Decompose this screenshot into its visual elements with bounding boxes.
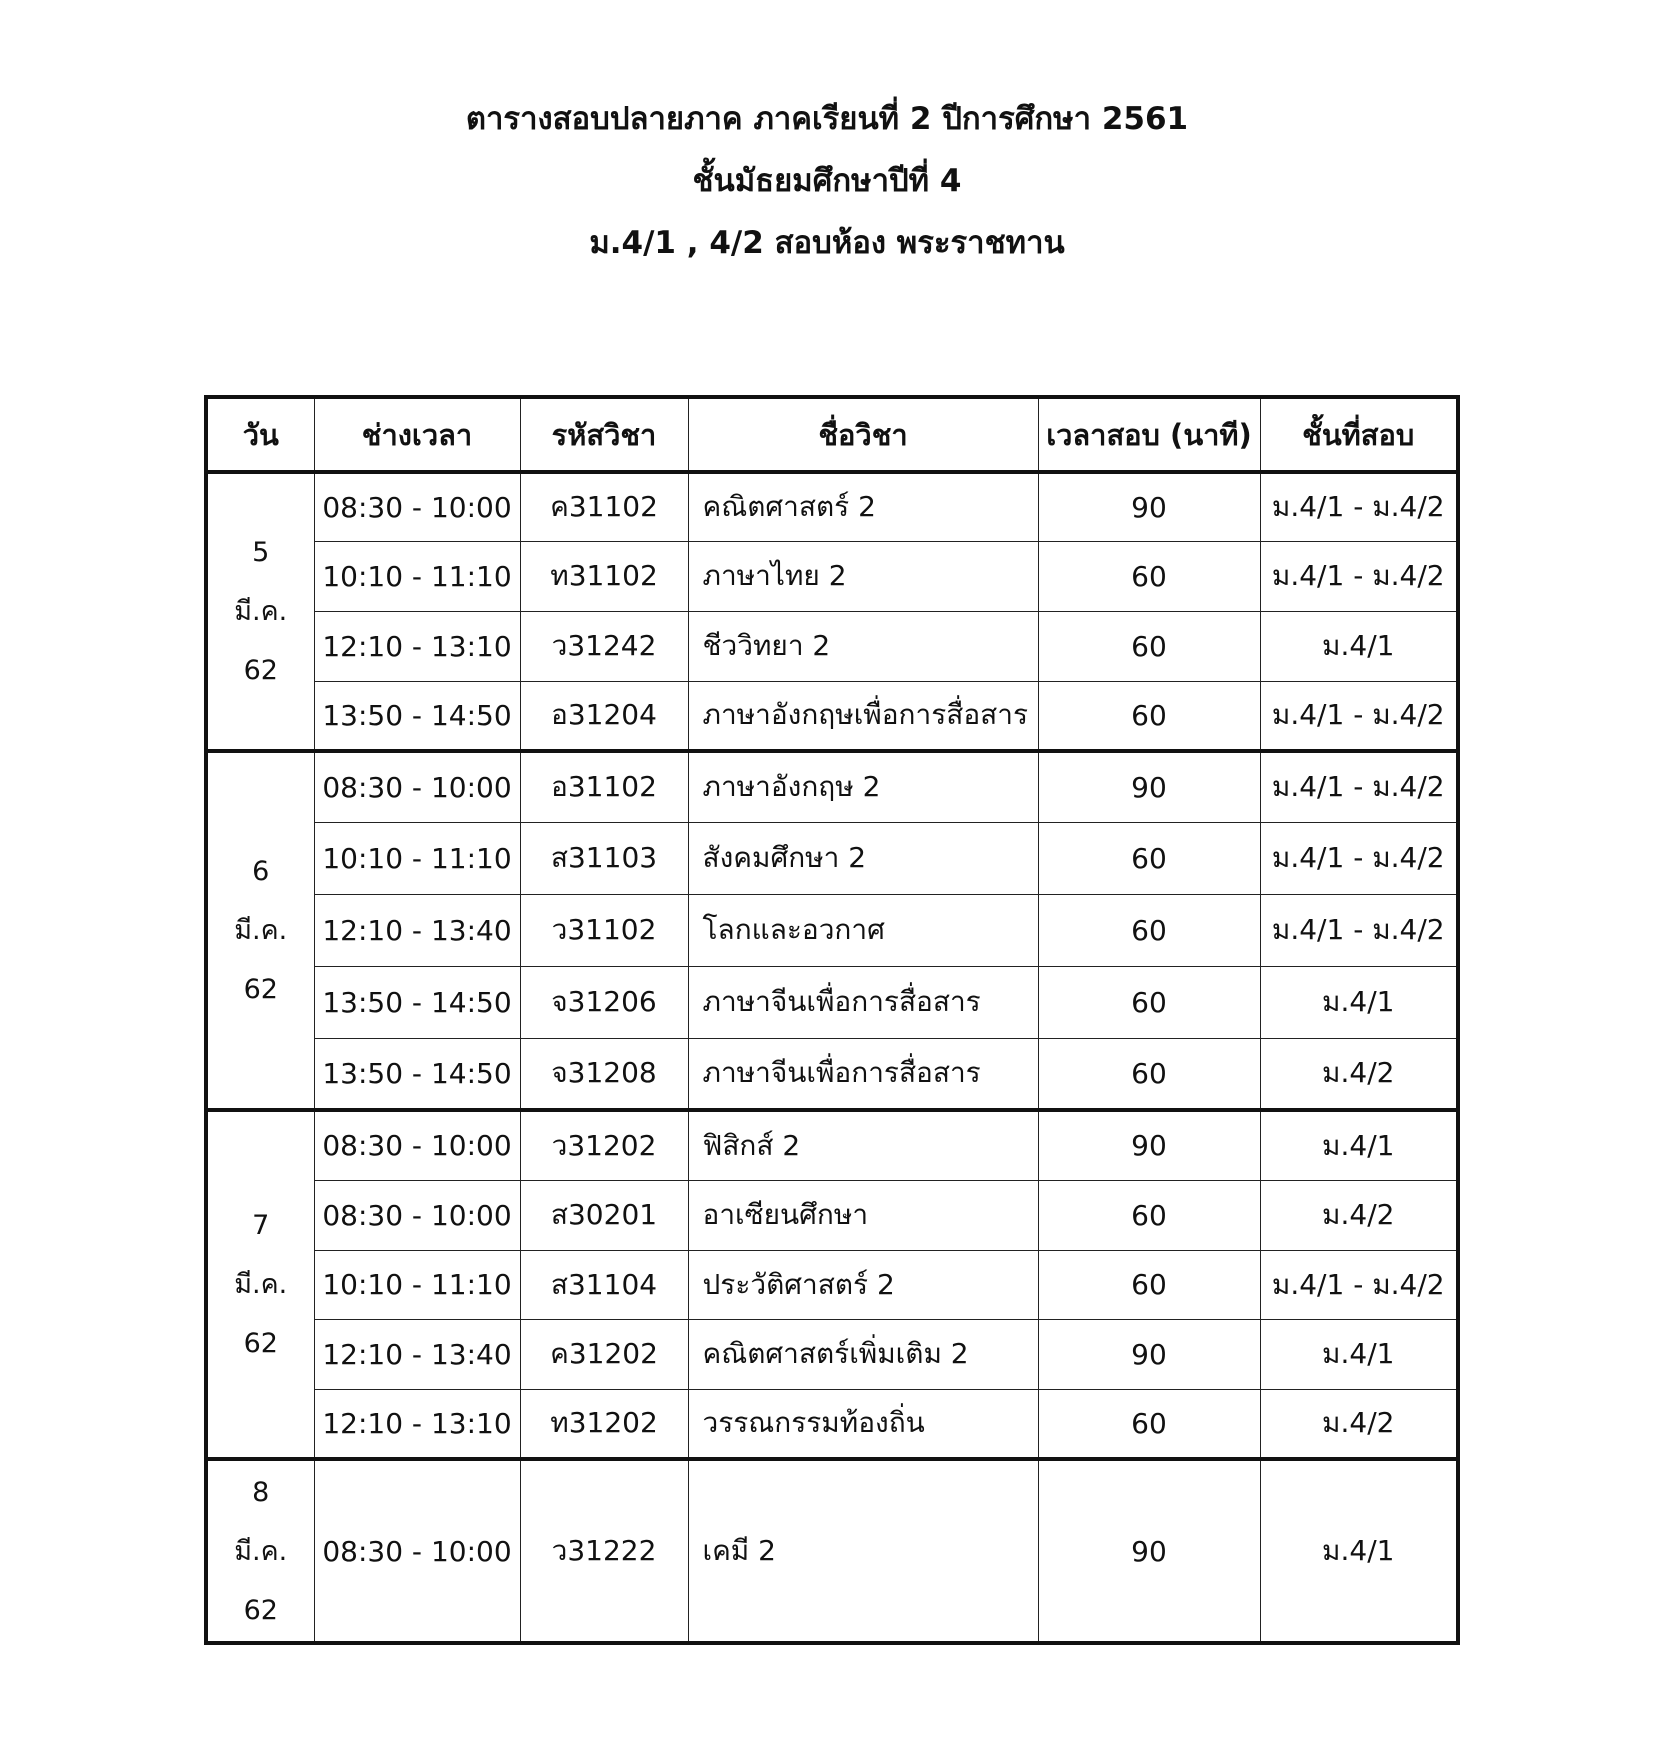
subject-cell: ภาษาอังกฤษเพื่อการสื่อสาร <box>688 681 1038 751</box>
class-cell: ม.4/1 <box>1260 611 1458 681</box>
class-cell: ม.4/1 - ม.4/2 <box>1260 541 1458 611</box>
column-header-subject: ชื่อวิชา <box>688 397 1038 472</box>
subject-cell: ภาษาจีนเพื่อการสื่อสาร <box>688 966 1038 1038</box>
code-cell: ว31102 <box>520 894 688 966</box>
table-row <box>206 894 1458 966</box>
time-cell: 08:30 - 10:00 <box>314 751 520 822</box>
column-header-minutes: เวลาสอบ (นาที) <box>1038 397 1260 472</box>
time-cell: 13:50 - 14:50 <box>314 966 520 1038</box>
day-cell-line: 62 <box>243 655 278 686</box>
class-cell: ม.4/1 - ม.4/2 <box>1260 472 1458 541</box>
subject-cell: คณิตศาสตร์เพิ่มเติม 2 <box>688 1319 1038 1389</box>
time-cell: 13:50 - 14:50 <box>314 681 520 751</box>
subject-cell: ภาษาจีนเพื่อการสื่อสาร <box>688 1038 1038 1110</box>
minutes-cell: 60 <box>1038 1250 1260 1319</box>
minutes-cell: 90 <box>1038 1110 1260 1180</box>
subject-cell: วรรณกรรมท้องถิ่น <box>688 1389 1038 1459</box>
table-row <box>206 1319 1458 1389</box>
table-row <box>206 822 1458 894</box>
code-cell: ส30201 <box>520 1180 688 1250</box>
day-group <box>206 1110 1458 1459</box>
class-cell: ม.4/2 <box>1260 1038 1458 1110</box>
page-subtitle-room: ม.4/1 , 4/2 สอบห้อง พระราชทาน <box>589 225 1065 261</box>
day-group <box>206 472 1458 751</box>
document-header <box>0 88 1654 274</box>
table-row <box>206 751 1458 822</box>
day-group <box>206 1459 1458 1643</box>
column-header-code: รหัสวิชา <box>520 397 688 472</box>
time-cell: 12:10 - 13:10 <box>314 1389 520 1459</box>
code-cell: ค31202 <box>520 1319 688 1389</box>
minutes-cell: 60 <box>1038 1038 1260 1110</box>
table-row <box>206 541 1458 611</box>
minutes-cell: 60 <box>1038 966 1260 1038</box>
subject-cell: เคมี 2 <box>688 1459 1038 1643</box>
minutes-cell: 90 <box>1038 472 1260 541</box>
class-cell: ม.4/1 <box>1260 1319 1458 1389</box>
code-cell: ท31102 <box>520 541 688 611</box>
minutes-cell: 60 <box>1038 894 1260 966</box>
time-cell: 12:10 - 13:40 <box>314 1319 520 1389</box>
time-cell: 10:10 - 11:10 <box>314 1250 520 1319</box>
minutes-cell: 90 <box>1038 1319 1260 1389</box>
class-cell: ม.4/2 <box>1260 1389 1458 1459</box>
class-cell: ม.4/1 - ม.4/2 <box>1260 751 1458 822</box>
day-cell-line: 62 <box>243 974 278 1005</box>
day-cell-line: 62 <box>243 1594 278 1626</box>
day-cell-line: 5 <box>252 537 270 568</box>
day-cell-line: มี.ค. <box>234 915 288 946</box>
time-cell: 12:10 - 13:40 <box>314 894 520 966</box>
subject-cell: อาเซียนศึกษา <box>688 1180 1038 1250</box>
code-cell: ว31242 <box>520 611 688 681</box>
minutes-cell: 60 <box>1038 541 1260 611</box>
table-row <box>206 1180 1458 1250</box>
day-cell <box>206 472 314 751</box>
class-cell: ม.4/2 <box>1260 1180 1458 1250</box>
table-row <box>206 1459 1458 1643</box>
subject-cell: ชีววิทยา 2 <box>688 611 1038 681</box>
day-cell-line: 6 <box>252 856 270 887</box>
table-row <box>206 681 1458 751</box>
code-cell: อ31102 <box>520 751 688 822</box>
subject-cell: สังคมศึกษา 2 <box>688 822 1038 894</box>
time-cell: 10:10 - 11:10 <box>314 541 520 611</box>
class-cell: ม.4/1 <box>1260 1459 1458 1643</box>
table-row <box>206 966 1458 1038</box>
subject-cell: คณิตศาสตร์ 2 <box>688 472 1038 541</box>
code-cell: ส31104 <box>520 1250 688 1319</box>
day-cell-line: 8 <box>252 1476 270 1508</box>
code-cell: ส31103 <box>520 822 688 894</box>
class-cell: ม.4/1 <box>1260 1110 1458 1180</box>
column-header-day: วัน <box>206 397 314 472</box>
subject-cell: ประวัติศาสตร์ 2 <box>688 1250 1038 1319</box>
code-cell: จ31208 <box>520 1038 688 1110</box>
day-cell <box>206 751 314 1110</box>
exam-schedule-table <box>204 395 1460 1645</box>
subject-cell: ฟิสิกส์ 2 <box>688 1110 1038 1180</box>
minutes-cell: 60 <box>1038 822 1260 894</box>
minutes-cell: 60 <box>1038 681 1260 751</box>
day-cell-line: 62 <box>243 1328 278 1359</box>
day-cell-line: มี.ค. <box>234 596 288 627</box>
class-cell: ม.4/1 <box>1260 966 1458 1038</box>
day-group <box>206 751 1458 1110</box>
code-cell: ว31202 <box>520 1110 688 1180</box>
day-cell-line: 7 <box>252 1210 270 1241</box>
minutes-cell: 60 <box>1038 611 1260 681</box>
time-cell: 10:10 - 11:10 <box>314 822 520 894</box>
code-cell: ท31202 <box>520 1389 688 1459</box>
minutes-cell: 90 <box>1038 751 1260 822</box>
day-cell <box>206 1110 314 1459</box>
table-row <box>206 1389 1458 1459</box>
day-cell <box>206 1459 314 1643</box>
column-header-time: ช่างเวลา <box>314 397 520 472</box>
minutes-cell: 60 <box>1038 1389 1260 1459</box>
table-row <box>206 1038 1458 1110</box>
subject-cell: ภาษาอังกฤษ 2 <box>688 751 1038 822</box>
subject-cell: ภาษาไทย 2 <box>688 541 1038 611</box>
minutes-cell: 60 <box>1038 1180 1260 1250</box>
day-cell-line: มี.ค. <box>234 1535 288 1567</box>
time-cell: 13:50 - 14:50 <box>314 1038 520 1110</box>
time-cell: 08:30 - 10:00 <box>314 1459 520 1643</box>
subject-cell: โลกและอวกาศ <box>688 894 1038 966</box>
time-cell: 08:30 - 10:00 <box>314 1110 520 1180</box>
table-row <box>206 472 1458 541</box>
page-title: ตารางสอบปลายภาค ภาคเรียนที่ 2 ปีการศึกษา 2561 <box>465 101 1189 137</box>
page-subtitle-grade: ชั้นมัธยมศึกษาปีที่ 4 <box>692 163 962 199</box>
class-cell: ม.4/1 - ม.4/2 <box>1260 1250 1458 1319</box>
code-cell: จ31206 <box>520 966 688 1038</box>
table-header-row <box>206 397 1458 472</box>
code-cell: อ31204 <box>520 681 688 751</box>
minutes-cell: 90 <box>1038 1459 1260 1643</box>
code-cell: ว31222 <box>520 1459 688 1643</box>
time-cell: 12:10 - 13:10 <box>314 611 520 681</box>
time-cell: 08:30 - 10:00 <box>314 472 520 541</box>
code-cell: ค31102 <box>520 472 688 541</box>
table-row <box>206 611 1458 681</box>
table-row <box>206 1250 1458 1319</box>
class-cell: ม.4/1 - ม.4/2 <box>1260 822 1458 894</box>
table-row <box>206 1110 1458 1180</box>
class-cell: ม.4/1 - ม.4/2 <box>1260 894 1458 966</box>
column-header-class: ชั้นที่สอบ <box>1260 397 1458 472</box>
day-cell-line: มี.ค. <box>234 1269 288 1300</box>
class-cell: ม.4/1 - ม.4/2 <box>1260 681 1458 751</box>
time-cell: 08:30 - 10:00 <box>314 1180 520 1250</box>
